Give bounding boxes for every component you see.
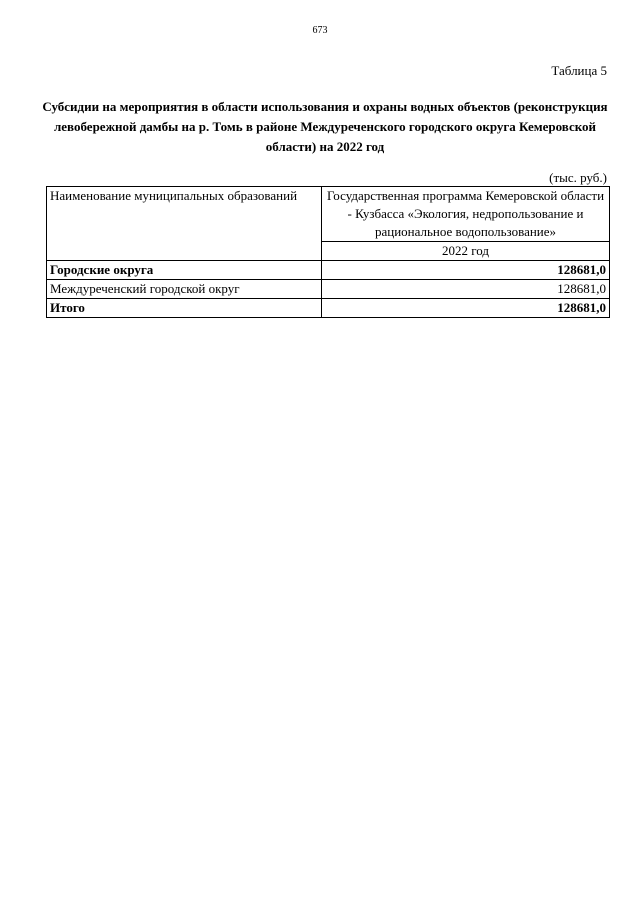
page-number: 673: [312, 25, 328, 36]
table-row: [47, 280, 610, 299]
subsidy-table: [46, 186, 610, 318]
row-name: Итого: [47, 299, 322, 318]
row-name: Междуреченский городской округ: [47, 280, 322, 299]
table-header-row: [47, 187, 610, 242]
header-year: 2022 год: [322, 242, 610, 261]
row-value: 128681,0: [322, 261, 610, 280]
header-program: Государственная программа Кемеровской области - Кузбасса «Экология, недропользование и рациональное водопользование»: [322, 187, 610, 242]
row-value: 128681,0: [322, 280, 610, 299]
row-value: 128681,0: [322, 299, 610, 318]
unit-label: (тыс. руб.): [549, 170, 607, 185]
table-label: Таблица 5: [551, 63, 607, 78]
table-row: [47, 261, 610, 280]
row-name: Городские округа: [47, 261, 322, 280]
table-row-total: [47, 299, 610, 318]
document-title: Субсидии на мероприятия в области использования и охраны водных объектов (реконструкция левобережной дамбы на р. Томь в районе Междуреченского городского округа Кемеровской области) на 2022 год: [42, 99, 608, 154]
header-municipality: Наименование муниципальных образований: [47, 187, 322, 261]
